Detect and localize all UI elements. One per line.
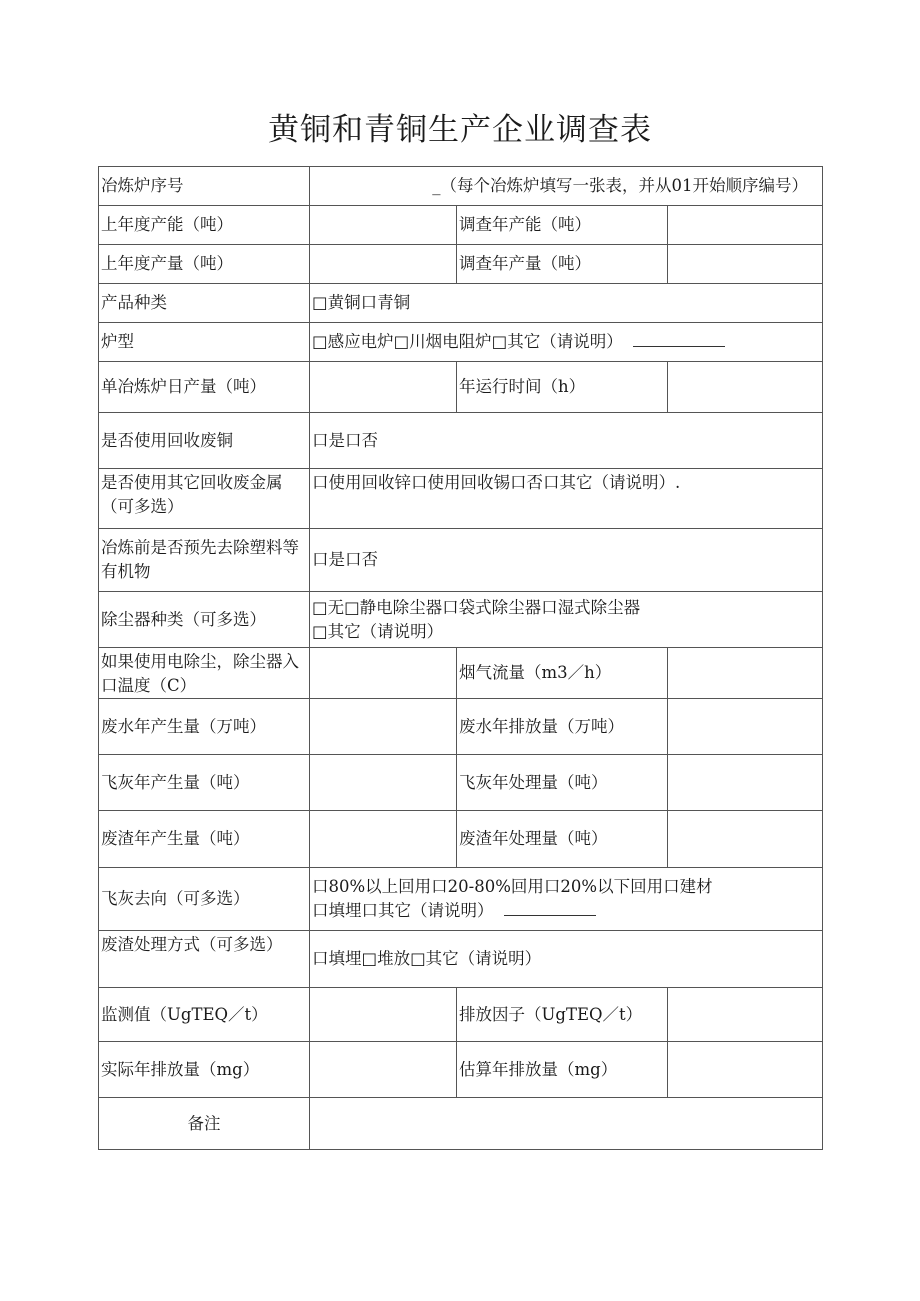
- row-fly-ash: [99, 755, 823, 811]
- label-furnace-type: 炉型: [99, 323, 310, 362]
- row-furnace-type: [99, 323, 823, 362]
- slag-treatment-options[interactable]: 口填埋□堆放□其它（请说明）: [310, 931, 823, 988]
- row-esp-temp: [99, 648, 823, 699]
- row-dust-collector: [99, 592, 823, 648]
- row-capacity: [99, 206, 823, 245]
- label-fly-ash-dest: 飞灰去向（可多选）: [99, 868, 310, 931]
- last-output-field[interactable]: [310, 245, 457, 284]
- label-wastewater-generated: 废水年产生量（万吨）: [99, 699, 310, 755]
- label-emission-factor: 排放因子（UgTEQ／t）: [457, 988, 668, 1042]
- label-actual-emission: 实际年排放量（mg）: [99, 1042, 310, 1098]
- label-annual-runtime: 年运行时间（h）: [457, 362, 668, 413]
- label-last-capacity: 上年度产能（吨）: [99, 206, 310, 245]
- label-survey-output: 调查年产量（吨）: [457, 245, 668, 284]
- fly-ash-dest-options-line1: 口80%以上回用口20-80%回用口20%以下回用口建材: [312, 877, 713, 896]
- wastewater-generated-field[interactable]: [310, 699, 457, 755]
- survey-output-field[interactable]: [668, 245, 823, 284]
- row-slag: [99, 811, 823, 868]
- dust-collector-options-line1: □无□静电除尘器口袋式除尘器口湿式除尘器: [312, 597, 641, 617]
- label-slag-generated: 废渣年产生量（吨）: [99, 811, 310, 868]
- label-estimated-emission: 估算年排放量（mg）: [457, 1042, 668, 1098]
- furnace-no-field[interactable]: _（每个冶炼炉填写一张表，并从01开始顺序编号）: [310, 167, 823, 206]
- row-slag-treatment: [99, 931, 823, 988]
- label-daily-output: 单冶炼炉日产量（吨）: [99, 362, 310, 413]
- row-emission: [99, 1042, 823, 1098]
- fly-ash-dest-options[interactable]: [310, 868, 823, 931]
- row-furnace-no: [99, 167, 823, 206]
- pre-removal-options[interactable]: 口是口否: [310, 529, 823, 592]
- recycled-copper-options[interactable]: 口是口否: [310, 413, 823, 469]
- fly-ash-treated-field[interactable]: [668, 755, 823, 811]
- row-product-type: [99, 284, 823, 323]
- furnace-type-blank-line[interactable]: [633, 332, 725, 347]
- row-output: [99, 245, 823, 284]
- label-monitor-value: 监测值（UgTEQ／t）: [99, 988, 310, 1042]
- daily-output-field[interactable]: [310, 362, 457, 413]
- label-wastewater-discharged: 废水年排放量（万吨）: [457, 699, 668, 755]
- fly-ash-dest-options-line2: [312, 899, 820, 923]
- row-monitor-value: [99, 988, 823, 1042]
- monitor-value-field[interactable]: [310, 988, 457, 1042]
- row-wastewater: [99, 699, 823, 755]
- dust-collector-options[interactable]: [310, 592, 823, 648]
- row-pre-removal: [99, 529, 823, 592]
- label-esp-temp: 如果使用电除尘，除尘器入口温度（C）: [99, 648, 310, 699]
- product-type-options[interactable]: □黄铜口青铜: [310, 284, 823, 323]
- furnace-type-options[interactable]: [310, 323, 823, 362]
- annual-runtime-field[interactable]: [668, 362, 823, 413]
- emission-factor-field[interactable]: [668, 988, 823, 1042]
- estimated-emission-field[interactable]: [668, 1042, 823, 1098]
- flue-gas-flow-field[interactable]: [668, 648, 823, 699]
- row-recycled-copper: [99, 413, 823, 469]
- row-remarks: [99, 1098, 823, 1150]
- label-product-type: 产品种类: [99, 284, 310, 323]
- label-pre-removal: 冶炼前是否预先去除塑料等有机物: [99, 529, 310, 592]
- label-furnace-no: 冶炼炉序号: [99, 167, 310, 206]
- dust-collector-options-line2: □其它（请说明）: [312, 621, 444, 641]
- label-fly-ash-treated: 飞灰年处理量（吨）: [457, 755, 668, 811]
- other-scrap-options[interactable]: 口使用回收锌口使用回收锡口否口其它（请说明）.: [310, 469, 823, 529]
- row-other-scrap: [99, 469, 823, 529]
- survey-table: [98, 166, 823, 1150]
- last-capacity-field[interactable]: [310, 206, 457, 245]
- label-dust-collector: 除尘器种类（可多选）: [99, 592, 310, 648]
- label-flue-gas-flow: 烟气流量（m3／h）: [457, 648, 668, 699]
- label-other-scrap: 是否使用其它回收废金属（可多选）: [99, 469, 310, 529]
- label-fly-ash-generated: 飞灰年产生量（吨）: [99, 755, 310, 811]
- actual-emission-field[interactable]: [310, 1042, 457, 1098]
- label-slag-treated: 废渣年处理量（吨）: [457, 811, 668, 868]
- remarks-field[interactable]: [310, 1098, 823, 1150]
- row-fly-ash-dest: [99, 868, 823, 931]
- label-slag-treatment: 废渣处理方式（可多选）: [99, 931, 310, 988]
- survey-capacity-field[interactable]: [668, 206, 823, 245]
- esp-temp-field[interactable]: [310, 648, 457, 699]
- fly-ash-generated-field[interactable]: [310, 755, 457, 811]
- furnace-type-options-text: □感应电炉□川烟电阻炉□其它（请说明）: [312, 332, 623, 351]
- wastewater-discharged-field[interactable]: [668, 699, 823, 755]
- slag-generated-field[interactable]: [310, 811, 457, 868]
- label-last-output: 上年度产量（吨）: [99, 245, 310, 284]
- slag-treated-field[interactable]: [668, 811, 823, 868]
- fly-ash-dest-options-line2-text: 口填埋口其它（请说明）: [312, 901, 494, 920]
- row-daily-output: [99, 362, 823, 413]
- label-recycled-copper: 是否使用回收废铜: [99, 413, 310, 469]
- label-survey-capacity: 调查年产能（吨）: [457, 206, 668, 245]
- fly-ash-dest-blank-line[interactable]: [504, 901, 596, 916]
- form-title: 黄铜和青铜生产企业调查表: [268, 112, 652, 148]
- label-remarks: 备注: [99, 1098, 310, 1150]
